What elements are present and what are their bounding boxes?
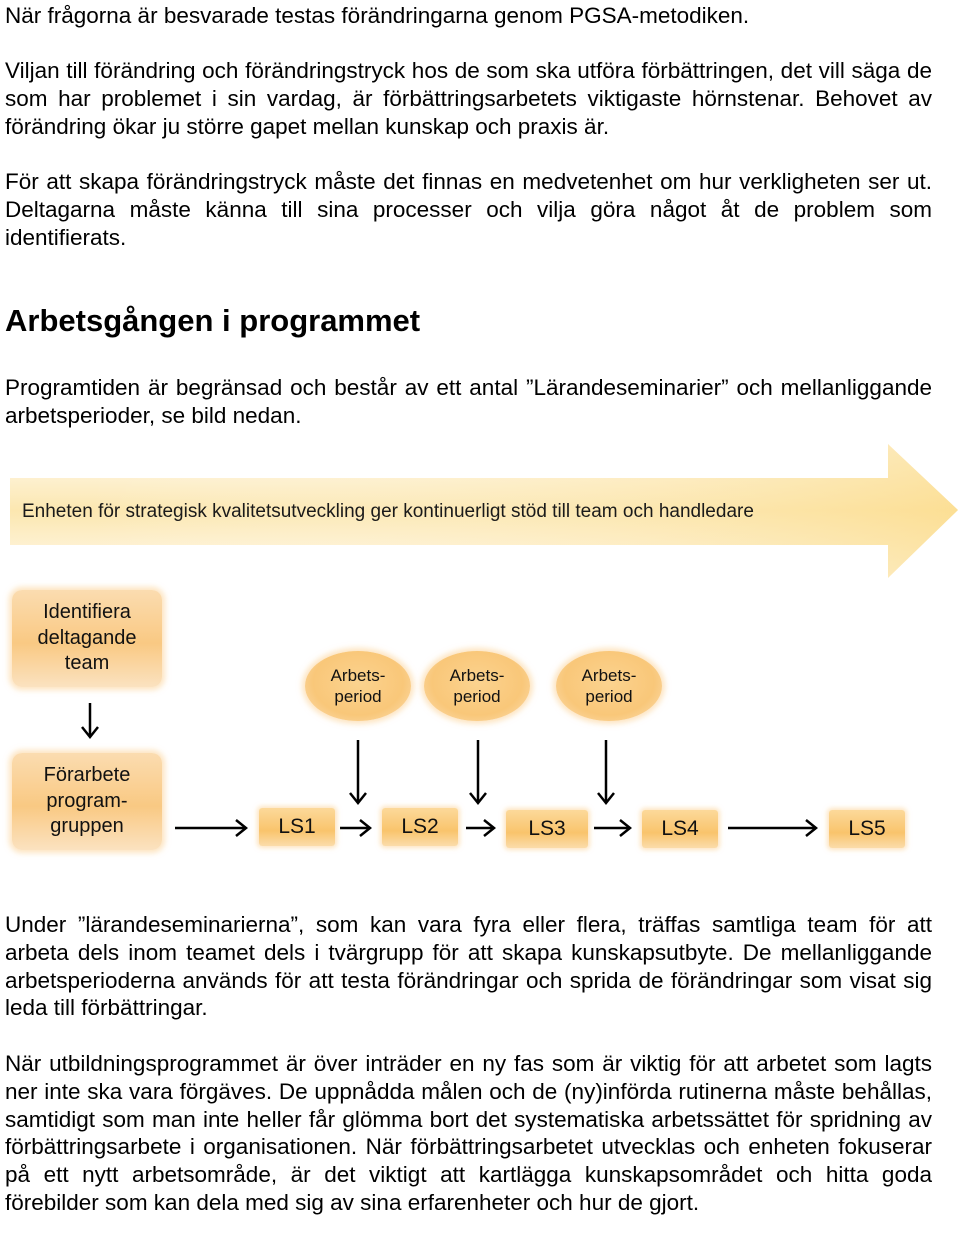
seminar-ls3: LS3	[506, 810, 588, 848]
right-arrow-2	[340, 820, 370, 836]
preparation-box	[12, 753, 162, 850]
work-period-1	[305, 651, 411, 721]
down-arrow-period-1	[350, 740, 366, 803]
work-period-label: Arbets-period	[449, 666, 505, 706]
identify-teams-box	[12, 590, 162, 687]
right-arrow-1	[175, 820, 246, 836]
work-period-3	[556, 651, 662, 721]
section-heading: Arbetsgången i programmet	[5, 303, 421, 338]
work-period-label: Arbets-period	[330, 666, 386, 706]
intro-line: När frågorna är besvarade testas förändringarna genom PGSA-metodiken.	[5, 3, 750, 28]
right-arrow-5	[728, 820, 816, 836]
paragraph-seminars: Under ”lärandeseminarierna”, som kan vara fyra eller flera, träffas samtliga team för att arbeta dels inom teamet dels i tvärgrupp för att skapa kunskapsutbyte. De mellanliggande arbetsperioderna används för att testa förändringar och sprida de förändringar som visat sig leda till förbättringar.	[5, 912, 932, 1021]
seminar-ls1: LS1	[259, 808, 335, 846]
paragraph-program-time: Programtiden är begränsad och består av ett antal ”Lärandeseminarier” och mellanliggande arbetsperioder, se bild nedan.	[5, 375, 932, 428]
seminar-ls5: LS5	[829, 810, 905, 848]
work-period-label: Arbets-period	[581, 666, 637, 706]
paragraph-awareness: För att skapa förändringstryck måste det finnas en medvetenhet om hur verkligheten ser ut. Deltagarna måste känna till sina processer och vilja göra något åt de problem som identifierats.	[5, 169, 932, 250]
seminar-ls2: LS2	[382, 808, 458, 846]
paragraph-after-program: När utbildningsprogrammet är över inträder en ny fas som är viktig för att arbetet som lagts ner inte ska vara förgäves. De uppnådda målen och de (ny)införda rutinerna måste behållas, samtidigt som man inte heller får glömma bort det systematiska arbetssättet för spridning av förbättringsarbete i organisationen. När förbättringsarbetet utvecklas och enheten fokuserar på ett nytt arbetsområde, är det viktigt att kartlägga kunskapsområdet och hitta goda förebilder som kan dela med sig av sina erfarenheter och hur de gjort.	[5, 1051, 932, 1215]
down-arrow-period-3	[598, 740, 614, 803]
preparation-label: Förarbete program-gruppen	[43, 764, 131, 838]
paragraph-change-drive: Viljan till förändring och förändringstryck hos de som ska utföra förbättringen, det vill säga de som har problemet i sin vardag, är förbättringsarbetets viktigaste hörnstenar. Behovet av förändring ökar ju större gapet mellan kunskap och praxis är.	[5, 58, 932, 139]
right-arrow-3	[466, 820, 494, 836]
work-period-2	[424, 651, 530, 721]
support-banner-text: Enheten för strategisk kvalitetsutveckling ger kontinuerligt stöd till team och handledare	[22, 501, 754, 522]
right-arrow-4	[594, 820, 630, 836]
down-arrow-period-2	[470, 740, 486, 803]
identify-teams-label: Identifiera deltagande team	[37, 601, 137, 675]
seminar-ls4: LS4	[642, 810, 718, 848]
down-arrow-1	[82, 703, 98, 737]
